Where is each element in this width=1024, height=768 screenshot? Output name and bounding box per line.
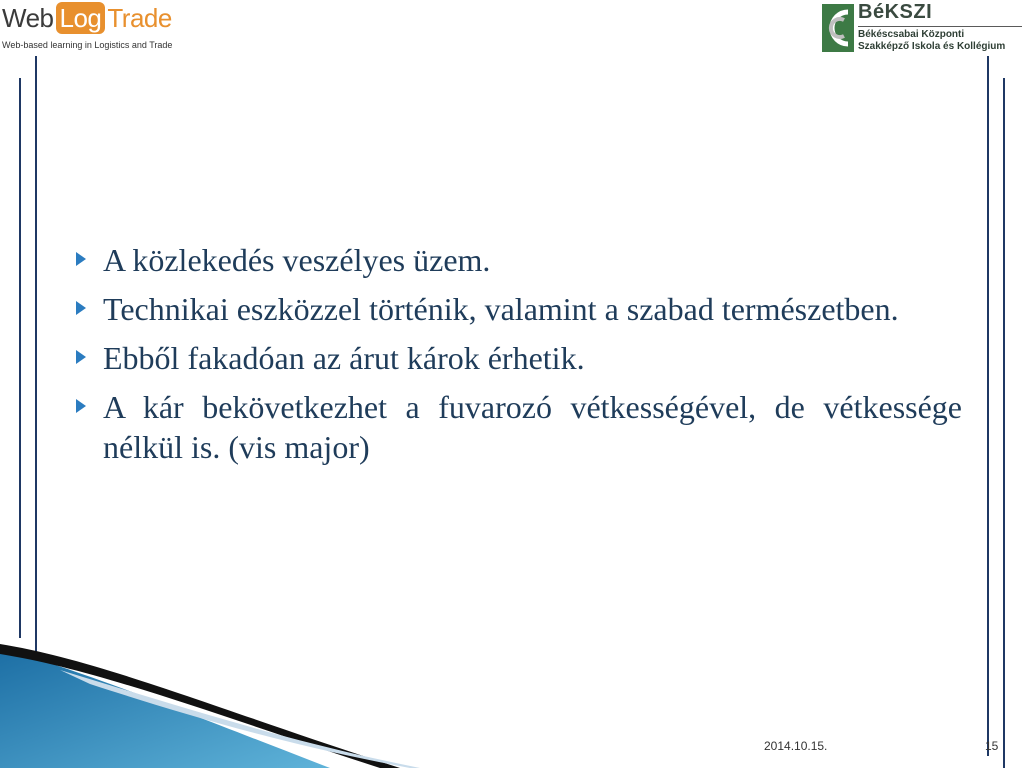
footer-date: 2014.10.15. [764, 739, 828, 753]
page-number: 15 [985, 739, 999, 753]
bullet-text: Technikai eszközzel történik, valamint a szabad természetben. [103, 291, 899, 327]
logo-word-trade: Trade [107, 2, 172, 33]
weblogtrade-wordmark [2, 2, 172, 34]
bullet-text: Ebből fakadóan az árut károk érhetik. [103, 340, 585, 376]
bekszi-logo [822, 0, 1024, 56]
weblogtrade-logo [0, 0, 200, 56]
bullet-arrow-icon [76, 252, 86, 266]
frame-line-left-outer [19, 78, 21, 638]
slide-body [76, 240, 962, 476]
logo-word-web: Web [2, 2, 54, 33]
bullet-item [76, 289, 962, 329]
bullet-arrow-icon [76, 399, 86, 413]
bullet-arrow-icon [76, 350, 86, 364]
logo-word-log: Log [56, 2, 106, 34]
bullet-arrow-icon [76, 301, 86, 315]
decorative-swoosh [0, 640, 420, 768]
bullet-text: A közlekedés veszélyes üzem. [103, 242, 491, 278]
frame-line-right-inner [987, 56, 989, 756]
bullet-item [76, 240, 962, 280]
bullet-item [76, 338, 962, 378]
bekszi-subtitle-line2: Szakképző Iskola és Kollégium [858, 41, 1006, 52]
bullet-item [76, 387, 962, 467]
bekszi-emblem-icon [822, 4, 854, 52]
logo-tagline: Web-based learning in Logistics and Trade [2, 40, 173, 50]
bekszi-subtitle-line1: Békéscsabai Központi [858, 29, 965, 40]
bullet-text: A kár bekövetkezhet a fuvarozó vétkességével, de vétkessége nélkül is. (vis major) [103, 389, 962, 465]
bekszi-name: BéKSZI [858, 1, 933, 23]
frame-line-right-outer [1003, 78, 1005, 768]
bekszi-divider [858, 26, 1022, 27]
